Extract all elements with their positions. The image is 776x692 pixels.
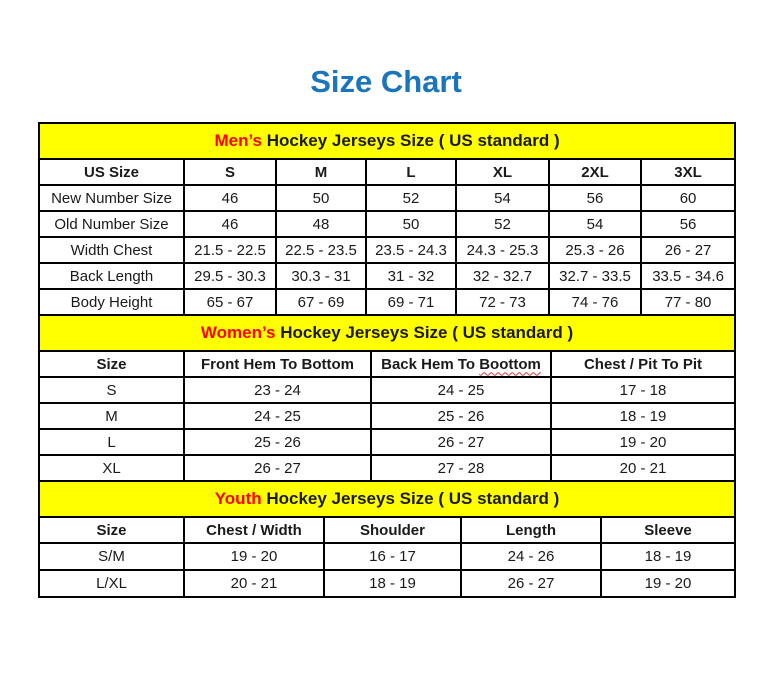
size-value-cell: 77 - 80 [641, 289, 735, 315]
row-label: S/M [39, 543, 184, 570]
size-value-cell: 48 [276, 211, 366, 237]
table-row [39, 159, 735, 185]
size-value-cell: 19 - 20 [551, 429, 735, 455]
table-row [39, 377, 735, 403]
table-row [39, 570, 735, 597]
column-header: Front Hem To Bottom [184, 351, 371, 377]
row-label: XL [39, 455, 184, 481]
column-header: Sleeve [601, 517, 735, 543]
size-value-cell: 23 - 24 [184, 377, 371, 403]
youth-size-table [38, 480, 736, 598]
row-label: L/XL [39, 570, 184, 597]
size-value-cell: 52 [366, 185, 456, 211]
column-header: Size [39, 517, 184, 543]
size-value-cell: 26 - 27 [641, 237, 735, 263]
table-row [39, 517, 735, 543]
column-header: M [276, 159, 366, 185]
size-tables [38, 122, 734, 598]
size-value-cell: 27 - 28 [371, 455, 551, 481]
size-value-cell: 18 - 19 [551, 403, 735, 429]
size-value-cell: 19 - 20 [184, 543, 324, 570]
size-value-cell: 21.5 - 22.5 [184, 237, 276, 263]
page-title: Size Chart [310, 64, 462, 99]
table-row [39, 237, 735, 263]
column-header: Length [461, 517, 601, 543]
column-header: XL [456, 159, 549, 185]
table-row [39, 315, 735, 351]
size-value-cell: 24 - 25 [371, 377, 551, 403]
size-value-cell: 24 - 25 [184, 403, 371, 429]
row-label: L [39, 429, 184, 455]
size-value-cell: 26 - 27 [461, 570, 601, 597]
youth-banner-highlight: Youth [214, 489, 262, 508]
table-row [39, 543, 735, 570]
mens-table-banner [39, 123, 735, 159]
size-value-cell: 72 - 73 [456, 289, 549, 315]
row-label: Old Number Size [39, 211, 184, 237]
column-header-text: Back Hem To [381, 355, 480, 373]
column-header: L [366, 159, 456, 185]
size-value-cell: 46 [184, 211, 276, 237]
table-row [39, 351, 735, 377]
womens-table-banner [39, 315, 735, 351]
size-value-cell: 60 [641, 185, 735, 211]
size-value-cell: 22.5 - 23.5 [276, 237, 366, 263]
column-header: Shoulder [324, 517, 461, 543]
row-label: New Number Size [39, 185, 184, 211]
mens-banner-title: Hockey Jerseys Size ( US standard ) [262, 131, 560, 150]
size-value-cell: 33.5 - 34.6 [641, 263, 735, 289]
size-value-cell: 24.3 - 25.3 [456, 237, 549, 263]
size-value-cell: 25 - 26 [184, 429, 371, 455]
size-value-cell: 23.5 - 24.3 [366, 237, 456, 263]
table-row [39, 185, 735, 211]
size-value-cell: 26 - 27 [371, 429, 551, 455]
size-value-cell: 24 - 26 [461, 543, 601, 570]
youth-banner-title: Hockey Jerseys Size ( US standard ) [261, 489, 560, 508]
misspelled-word: Boottom [479, 355, 541, 373]
womens-banner-highlight: Women’s [200, 323, 276, 342]
size-value-cell: 20 - 21 [184, 570, 324, 597]
size-value-cell: 54 [549, 211, 641, 237]
row-label: Back Length [39, 263, 184, 289]
size-value-cell: 25.3 - 26 [549, 237, 641, 263]
womens-size-table [38, 314, 736, 482]
table-row [39, 481, 735, 517]
column-header: Chest / Pit To Pit [551, 351, 735, 377]
column-header: 3XL [641, 159, 735, 185]
size-value-cell: 32 - 32.7 [456, 263, 549, 289]
size-value-cell: 31 - 32 [366, 263, 456, 289]
column-header: Size [39, 351, 184, 377]
size-value-cell: 19 - 20 [601, 570, 735, 597]
size-value-cell: 56 [549, 185, 641, 211]
size-value-cell: 32.7 - 33.5 [549, 263, 641, 289]
size-value-cell: 26 - 27 [184, 455, 371, 481]
size-value-cell: 46 [184, 185, 276, 211]
size-value-cell: 18 - 19 [324, 570, 461, 597]
size-value-cell: 67 - 69 [276, 289, 366, 315]
youth-table-banner [39, 481, 735, 517]
column-header: Chest / Width [184, 517, 324, 543]
size-value-cell: 52 [456, 211, 549, 237]
table-row [39, 289, 735, 315]
size-value-cell: 54 [456, 185, 549, 211]
table-row [39, 403, 735, 429]
size-value-cell: 50 [366, 211, 456, 237]
size-value-cell: 29.5 - 30.3 [184, 263, 276, 289]
size-value-cell: 20 - 21 [551, 455, 735, 481]
size-value-cell: 30.3 - 31 [276, 263, 366, 289]
size-value-cell: 17 - 18 [551, 377, 735, 403]
row-label: Width Chest [39, 237, 184, 263]
row-label: M [39, 403, 184, 429]
table-row [39, 263, 735, 289]
row-label: S [39, 377, 184, 403]
size-value-cell: 50 [276, 185, 366, 211]
mens-size-table [38, 122, 736, 316]
column-header: US Size [39, 159, 184, 185]
table-row [39, 429, 735, 455]
column-header: 2XL [549, 159, 641, 185]
womens-banner-title: Hockey Jerseys Size ( US standard ) [275, 323, 574, 342]
size-value-cell: 69 - 71 [366, 289, 456, 315]
size-value-cell: 74 - 76 [549, 289, 641, 315]
size-value-cell: 18 - 19 [601, 543, 735, 570]
size-value-cell: 16 - 17 [324, 543, 461, 570]
size-value-cell: 25 - 26 [371, 403, 551, 429]
column-header: S [184, 159, 276, 185]
mens-banner-highlight: Men’s [214, 131, 262, 150]
row-label: Body Height [39, 289, 184, 315]
table-row [39, 123, 735, 159]
size-value-cell: 65 - 67 [184, 289, 276, 315]
column-header [371, 351, 551, 377]
size-value-cell: 56 [641, 211, 735, 237]
table-row [39, 455, 735, 481]
table-row [39, 211, 735, 237]
